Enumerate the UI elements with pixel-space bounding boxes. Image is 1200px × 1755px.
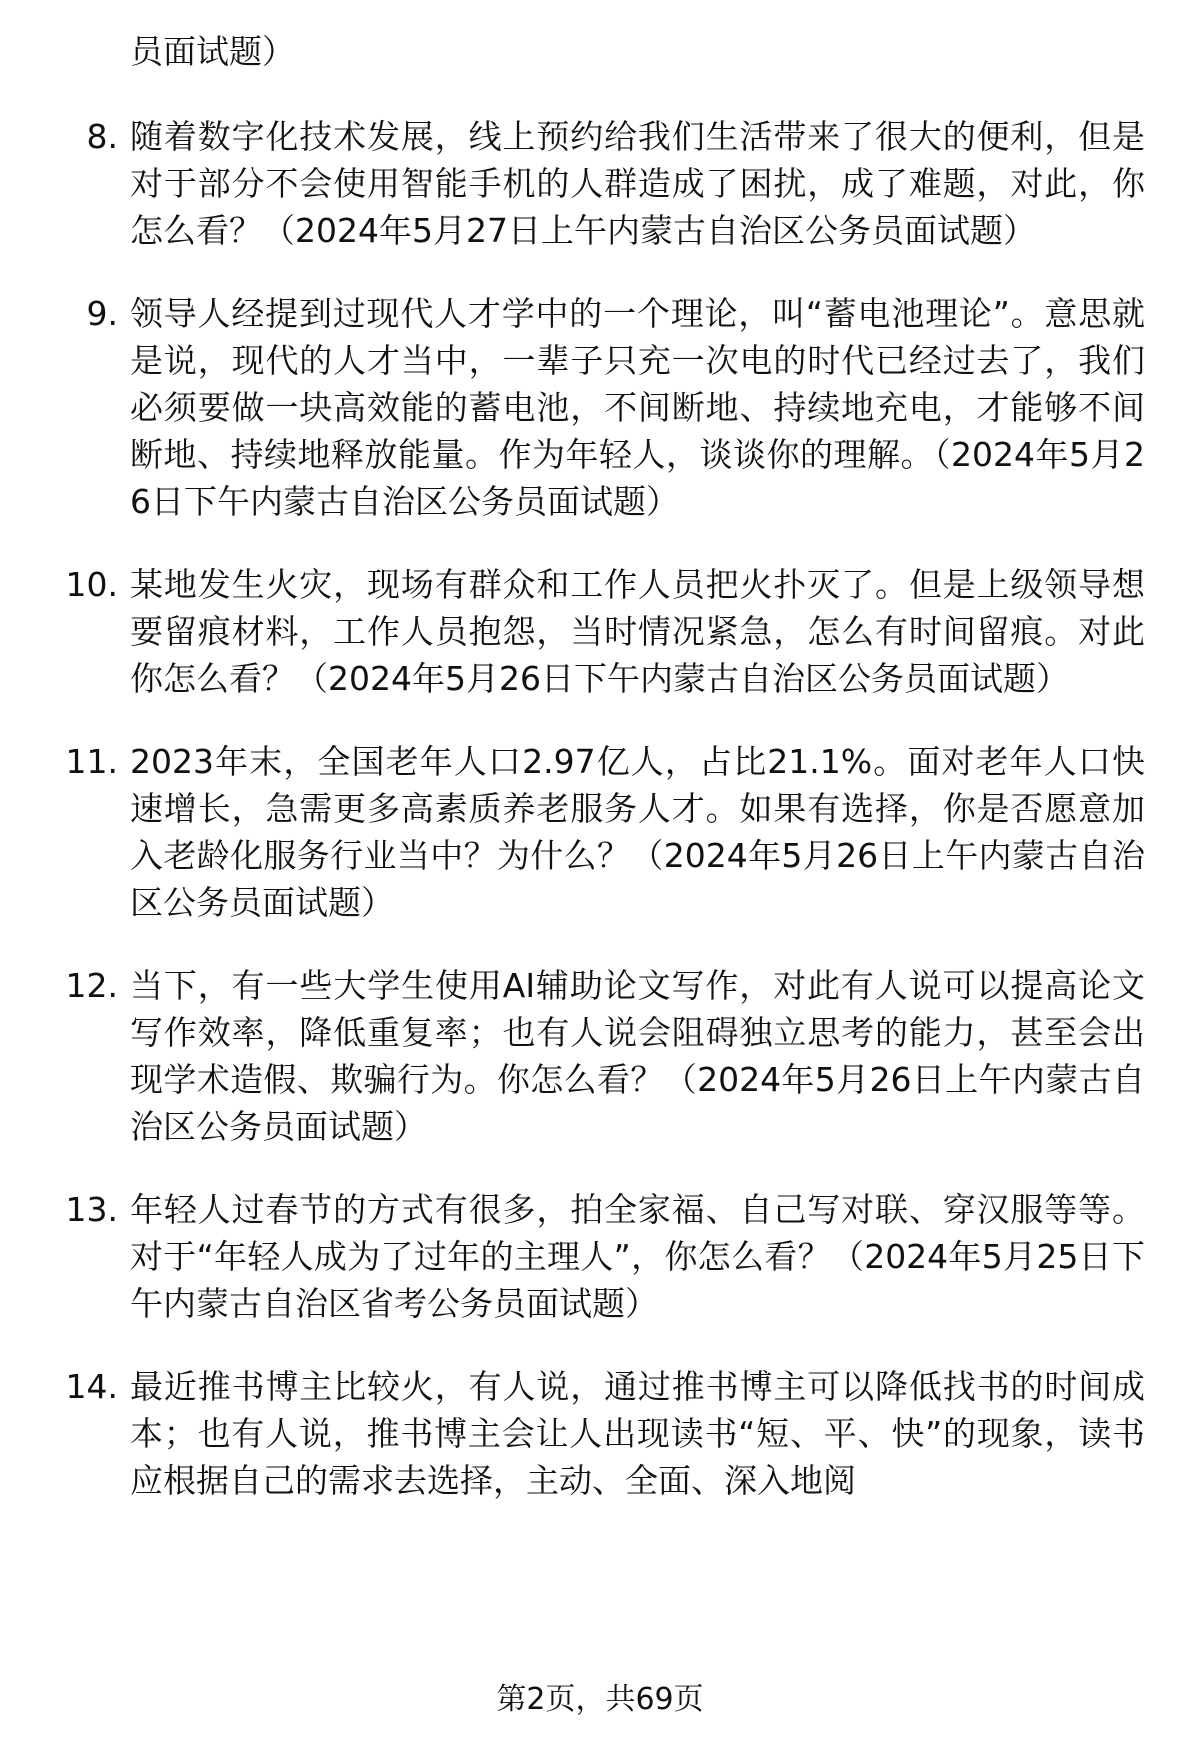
question-number: 14. <box>65 1367 118 1406</box>
question-item <box>0 561 1200 702</box>
question-item <box>0 1363 1200 1504</box>
continued-text: 员面试题） <box>130 32 295 71</box>
question-text: 某地发生火灾，现场有群众和工作人员把火扑灭了。但是上级领导想要留痕材料，工作人员抱怨，当时情况紧急，怎么有时间留痕。对此你怎么看？（2024年5月26日下午内蒙古自治区公务员面试题） <box>130 565 1145 698</box>
question-number: 10. <box>65 565 118 604</box>
question-item <box>0 1186 1200 1327</box>
question-text: 最近推书博主比较火，有人说，通过推书博主可以降低找书的时间成本；也有人说，推书博主会让人出现读书“短、平、快”的现象，读书应根据自己的需求去选择，主动、全面、深入地阅 <box>130 1367 1145 1500</box>
question-list <box>0 28 1200 1540</box>
question-text: 随着数字化技术发展，线上预约给我们生活带来了很大的便利，但是对于部分不会使用智能手机的人群造成了困扰，成了难题，对此，你怎么看？（2024年5月27日上午内蒙古自治区公务员面试题） <box>130 117 1145 250</box>
page-footer: 第2页，共69页 <box>496 1682 704 1717</box>
question-number: 11. <box>65 742 118 781</box>
question-text: 2023年末，全国老年人口2.97亿人，占比21.1%。面对老年人口快速增长，急需更多高素质养老服务人才。如果有选择，你是否愿意加入老龄化服务行业当中？为什么？（2024年5月26日上午内蒙古自治区公务员面试题） <box>130 742 1145 922</box>
question-number: 9. <box>86 294 118 333</box>
question-number: 8. <box>86 117 118 156</box>
question-item <box>0 962 1200 1150</box>
question-number: 12. <box>65 966 118 1005</box>
question-text: 当下，有一些大学生使用AI辅助论文写作，对此有人说可以提高论文写作效率，降低重复率；也有人说会阻碍独立思考的能力，甚至会出现学术造假、欺骗行为。你怎么看？（2024年5月26日上午内蒙古自治区公务员面试题） <box>130 966 1145 1146</box>
question-text: 领导人经提到过现代人才学中的一个理论，叫“蓄电池理论”。意思就是说，现代的人才当中，一辈子只充一次电的时代已经过去了，我们必须要做一块高效能的蓄电池，不间断地、持续地充电，才能够不间断地、持续地释放能量。作为年轻人，谈谈你的理解。（2024年5月26日下午内蒙古自治区公务员面试题） <box>130 294 1145 521</box>
question-text: 年轻人过春节的方式有很多，拍全家福、自己写对联、穿汉服等等。对于“年轻人成为了过年的主理人”，你怎么看？（2024年5月25日下午内蒙古自治区省考公务员面试题） <box>130 1190 1145 1323</box>
question-item <box>0 113 1200 254</box>
question-item <box>0 290 1200 525</box>
question-number: 13. <box>65 1190 118 1229</box>
question-item <box>0 738 1200 926</box>
